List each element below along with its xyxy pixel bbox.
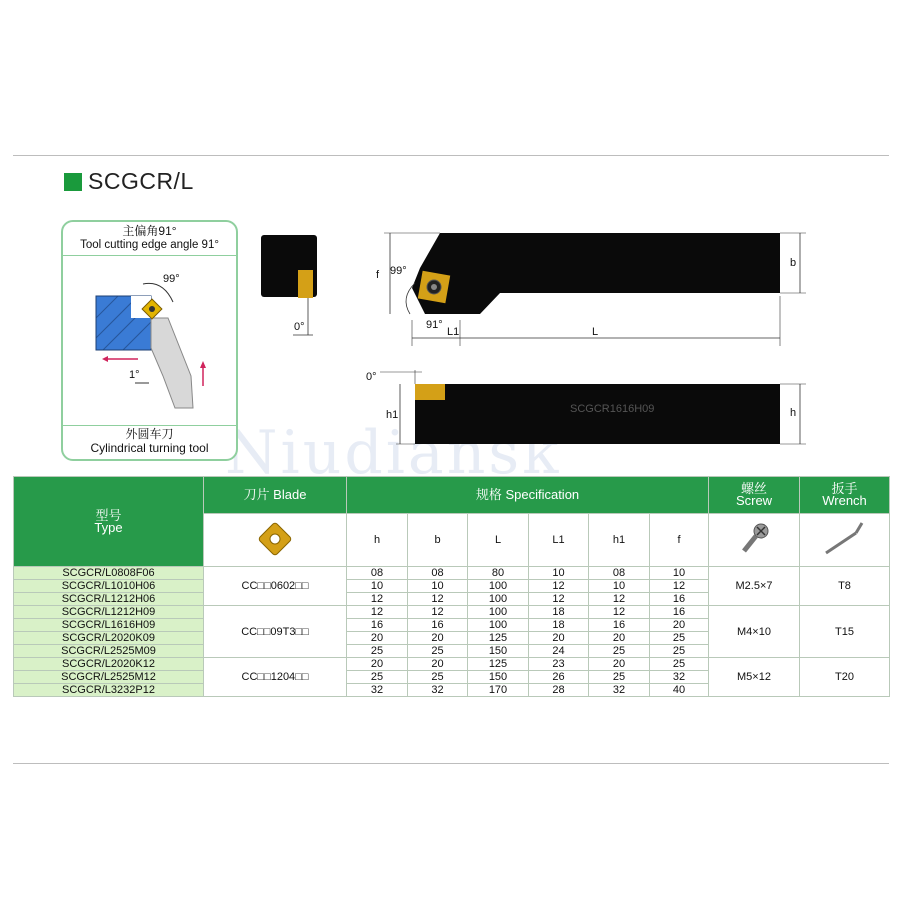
screw-cell: M2.5×7 (709, 567, 800, 606)
info-bottom-en: Cylindrical turning tool (90, 441, 209, 455)
value-cell-h1: 10 (589, 580, 650, 593)
screw-cell: M4×10 (709, 606, 800, 658)
value-cell-f: 40 (650, 684, 709, 697)
value-cell-h1: 25 (589, 671, 650, 684)
value-cell-l1: 12 (529, 580, 589, 593)
top-body (412, 233, 780, 314)
screw-icon (734, 519, 774, 559)
side-angle-label: 0° (366, 371, 377, 383)
side-label-h1: h1 (386, 409, 399, 421)
value-cell-l1: 23 (529, 658, 589, 671)
front-view-drawing (258, 230, 328, 340)
side-view-drawing (360, 368, 820, 458)
value-cell-h: 32 (347, 684, 408, 697)
side-insert (415, 384, 445, 400)
value-cell-f: 10 (650, 567, 709, 580)
info-top-caption (63, 224, 236, 252)
top-view-drawing (360, 228, 820, 348)
value-cell-l: 125 (468, 658, 529, 671)
value-cell-l1: 24 (529, 645, 589, 658)
value-cell-l1: 12 (529, 593, 589, 606)
table-row (14, 606, 890, 619)
blade-cell: CC□□0602□□ (204, 567, 347, 606)
value-cell-h: 16 (347, 619, 408, 632)
value-cell-l1: 26 (529, 671, 589, 684)
value-cell-l: 100 (468, 619, 529, 632)
title-row (64, 168, 194, 195)
type-cell: SCGCR/L1010H06 (14, 580, 204, 593)
col-header-h1: h1 (589, 514, 650, 567)
bottom-rule (13, 763, 889, 764)
value-cell-f: 16 (650, 606, 709, 619)
wrench-icon (822, 519, 868, 559)
info-top-cn: 主偏角91° (122, 224, 177, 238)
wrench-cell: T15 (800, 606, 890, 658)
value-cell-h: 08 (347, 567, 408, 580)
wrench-header: 扳手 Wrench (800, 477, 890, 514)
value-cell-l1: 18 (529, 619, 589, 632)
wrench-cell: T20 (800, 658, 890, 697)
blade-header: 刀片 Blade (204, 477, 347, 514)
screw-header: 螺丝 Screw (709, 477, 800, 514)
type-cell: SCGCR/L0808F06 (14, 567, 204, 580)
value-cell-f: 32 (650, 671, 709, 684)
value-cell-b: 10 (408, 580, 468, 593)
blade-cell: CC□□1204□□ (204, 658, 347, 697)
value-cell-l: 125 (468, 632, 529, 645)
value-cell-b: 16 (408, 619, 468, 632)
value-cell-l: 170 (468, 684, 529, 697)
value-cell-h1: 08 (589, 567, 650, 580)
info-bottom-cn: 外圆车刀 (125, 427, 174, 441)
type-cell: SCGCR/L3232P12 (14, 684, 204, 697)
value-cell-h1: 20 (589, 632, 650, 645)
value-cell-b: 25 (408, 645, 468, 658)
info-box (61, 220, 238, 461)
value-cell-l: 100 (468, 580, 529, 593)
type-header: 型号 Type (14, 477, 204, 567)
type-cell: SCGCR/L2020K12 (14, 658, 204, 671)
top-rule (13, 155, 889, 156)
info-divider-bottom (63, 425, 236, 426)
value-cell-l: 80 (468, 567, 529, 580)
tool-holder-shape (151, 318, 193, 408)
type-cell: SCGCR/L2020K09 (14, 632, 204, 645)
value-cell-l1: 20 (529, 632, 589, 645)
wrench-cell: T8 (800, 567, 890, 606)
type-cell: SCGCR/L1212H06 (14, 593, 204, 606)
cutting-diagram (63, 258, 236, 428)
value-cell-b: 20 (408, 658, 468, 671)
value-cell-h: 10 (347, 580, 408, 593)
blade-cell: CC□□09T3□□ (204, 606, 347, 658)
insert-hole (149, 306, 155, 312)
info-bottom-caption (63, 427, 236, 455)
info-angle-label: 99° (163, 273, 180, 285)
value-cell-l: 100 (468, 593, 529, 606)
value-cell-l: 150 (468, 671, 529, 684)
value-cell-h: 20 (347, 632, 408, 645)
front-insert (298, 270, 313, 298)
value-cell-f: 12 (650, 580, 709, 593)
value-cell-b: 20 (408, 632, 468, 645)
info-divider-top (63, 255, 236, 256)
side-label-h: h (790, 407, 797, 419)
front-angle-label: 0° (294, 321, 305, 333)
value-cell-f: 16 (650, 593, 709, 606)
info-small-angle: 1° (129, 369, 140, 381)
value-cell-h1: 32 (589, 684, 650, 697)
top-label-L1: L1 (447, 326, 460, 338)
value-cell-l1: 28 (529, 684, 589, 697)
spec-table (13, 476, 890, 697)
value-cell-b: 08 (408, 567, 468, 580)
screw-image (709, 514, 800, 567)
value-cell-f: 20 (650, 619, 709, 632)
top-label-f: f (376, 269, 380, 281)
col-header-l1: L1 (529, 514, 589, 567)
info-top-en: Tool cutting edge angle 91° (80, 239, 219, 251)
page-title: SCGCR/L (88, 168, 194, 194)
watermark: Niudiansk (225, 418, 562, 488)
value-cell-b: 12 (408, 606, 468, 619)
title-square-icon (64, 173, 82, 191)
top-angle-f: 99° (390, 265, 407, 277)
value-cell-l1: 10 (529, 567, 589, 580)
value-cell-h: 25 (347, 671, 408, 684)
value-cell-l1: 18 (529, 606, 589, 619)
top-label-L: L (592, 326, 599, 338)
value-cell-h1: 12 (589, 606, 650, 619)
value-cell-h1: 16 (589, 619, 650, 632)
type-cell: SCGCR/L2525M12 (14, 671, 204, 684)
type-cell: SCGCR/L2525M09 (14, 645, 204, 658)
blade-insert-icon (255, 519, 295, 559)
col-header-h: h (347, 514, 408, 567)
value-cell-h: 25 (347, 645, 408, 658)
type-cell: SCGCR/L1212H09 (14, 606, 204, 619)
value-cell-h1: 20 (589, 658, 650, 671)
table-row (14, 567, 890, 580)
type-cell: SCGCR/L1616H09 (14, 619, 204, 632)
wrench-image (800, 514, 890, 567)
top-label-b: b (790, 257, 797, 269)
top-angle-91: 91° (426, 319, 443, 331)
spec-header: 规格 Specification (347, 477, 709, 514)
value-cell-b: 25 (408, 671, 468, 684)
value-cell-h: 12 (347, 593, 408, 606)
blade-insert-image (204, 514, 347, 567)
value-cell-l: 100 (468, 606, 529, 619)
value-cell-h: 20 (347, 658, 408, 671)
value-cell-f: 25 (650, 645, 709, 658)
value-cell-b: 32 (408, 684, 468, 697)
value-cell-f: 25 (650, 632, 709, 645)
screw-cell: M5×12 (709, 658, 800, 697)
col-header-l: L (468, 514, 529, 567)
side-engraving: SCGCR1616H09 (570, 403, 655, 415)
col-header-b: b (408, 514, 468, 567)
value-cell-f: 25 (650, 658, 709, 671)
col-header-f: f (650, 514, 709, 567)
value-cell-h: 12 (347, 606, 408, 619)
value-cell-b: 12 (408, 593, 468, 606)
value-cell-l: 150 (468, 645, 529, 658)
value-cell-h1: 12 (589, 593, 650, 606)
value-cell-h1: 25 (589, 645, 650, 658)
table-row (14, 658, 890, 671)
